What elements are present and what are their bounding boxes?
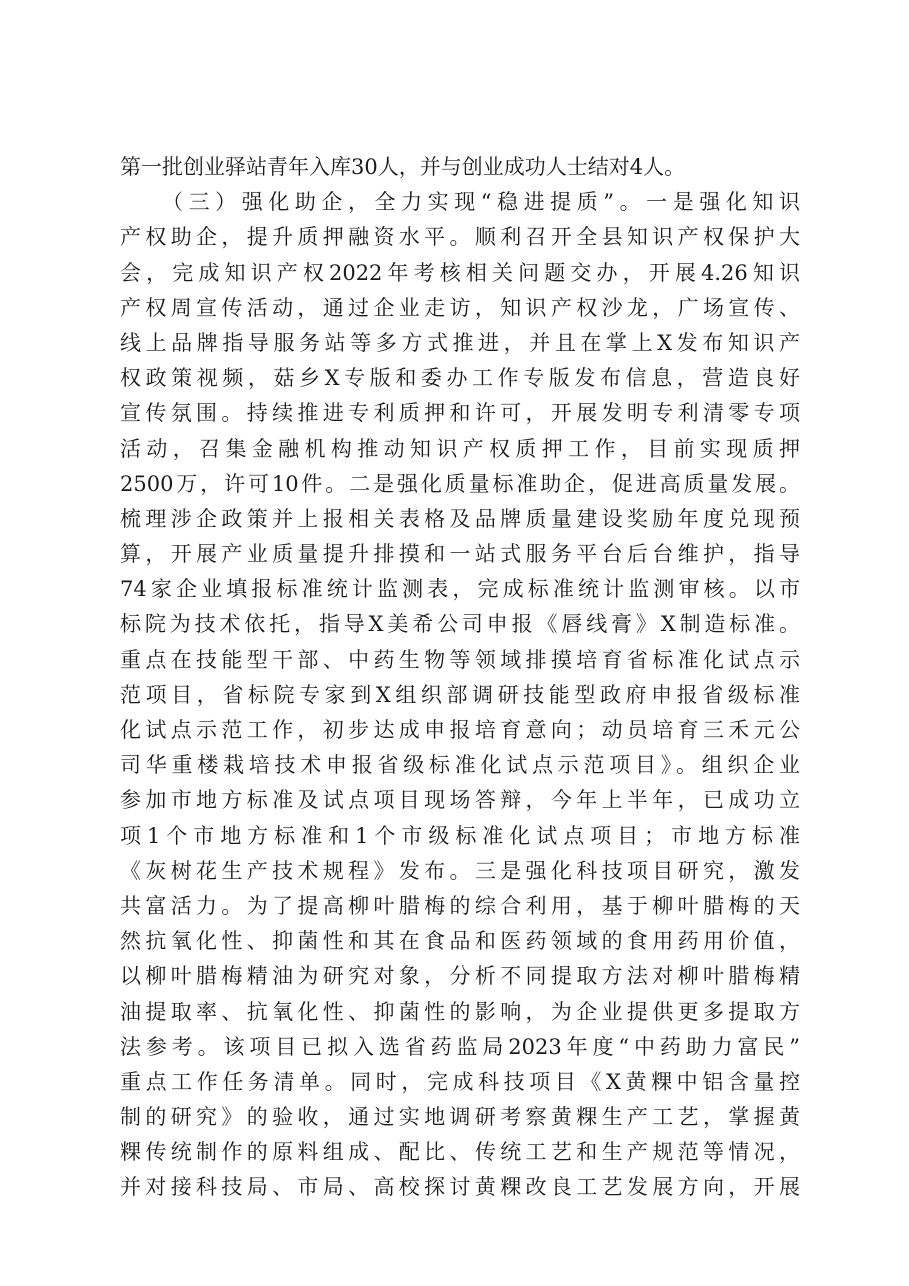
text-line: 司华重楼栽培技术申报省级标准化试点示范项目》。组织企业 [120,753,800,778]
text-line: 共富活力。为了提高柳叶腊梅的综合利用，基于柳叶腊梅的天 [120,893,800,918]
text-line: 2500万，许可10件。二是强化质量标准助企，促进高质量发展。 [120,471,800,496]
text-line: 第一批创业驿站青年入库30人，并与创业成功人士结对4人。 [120,155,686,179]
text-line: 权政策视频，菇乡X专版和委办工作专版发布信息，营造良好 [120,366,800,391]
text-line: 重点工作任务清单。同时，完成科技项目《X黄粿中铝含量控 [120,1069,800,1094]
text-line: 梳理涉企政策并上报相关表格及品牌质量建设奖励年度兑现预 [120,506,800,531]
text-line: 粿传统制作的原料组成、配比、传统工艺和生产规范等情况， [120,1140,800,1165]
text-line: 活动，召集金融机构推动知识产权质押工作，目前实现质押 [120,436,800,461]
text-line: 产权周宣传活动，通过企业走访，知识产权沙龙，广场宣传、 [120,295,800,320]
text-line: 范项目，省标院专家到X组织部调研技能型政府申报省级标准 [120,682,800,707]
text-line: 项1个市地方标准和1个市级标准化试点项目；市地方标准 [120,823,800,848]
text-line: 制的研究》的验收，通过实地调研考察黄粿生产工艺，掌握黄 [120,1105,800,1130]
text-line: 74家企业填报标准统计监测表，完成标准统计监测审核。以市 [120,577,800,602]
section-heading-line: （三）强化助企，全力实现“稳进提质”。一是强化知识 [162,190,800,215]
text-line: 产权助企，提升质押融资水平。顺利召开全县知识产权保护大 [120,225,800,250]
text-line: 《灰树花生产技术规程》发布。三是强化科技项目研究，激发 [120,858,800,883]
text-line: 法参考。该项目已拟入选省药监局2023年度“中药助力富民” [120,1034,800,1059]
text-line: 然抗氧化性、抑菌性和其在食品和医药领域的食用药用价值， [120,929,800,954]
text-line: 会，完成知识产权2022年考核相关问题交办，开展4.26知识 [120,260,800,285]
text-line: 线上品牌指导服务站等多方式推进，并且在掌上X发布知识产 [120,330,800,355]
text-line: 宣传氛围。持续推进专利质押和许可，开展发明专利清零专项 [120,401,800,426]
text-line: 化试点示范工作，初步达成申报培育意向；动员培育三禾元公 [120,718,800,742]
text-line: 并对接科技局、市局、高校探讨黄粿改良工艺发展方向，开展 [120,1175,800,1200]
text-line: 算，开展产业质量提升排摸和一站式服务平台后台维护，指导 [120,542,800,567]
text-line: 以柳叶腊梅精油为研究对象，分析不同提取方法对柳叶腊梅精 [120,964,800,989]
text-line: 参加市地方标准及试点项目现场答辩，今年上半年，已成功立 [120,788,800,813]
text-line: 标院为技术依托，指导X美希公司申报《唇线膏》X制造标准。 [120,612,800,637]
text-line: 油提取率、抗氧化性、抑菌性的影响，为企业提供更多提取方 [120,999,800,1024]
document-body [120,150,800,1206]
text-line: 重点在技能型干部、中药生物等领域排摸培育省标准化试点示 [120,647,800,672]
